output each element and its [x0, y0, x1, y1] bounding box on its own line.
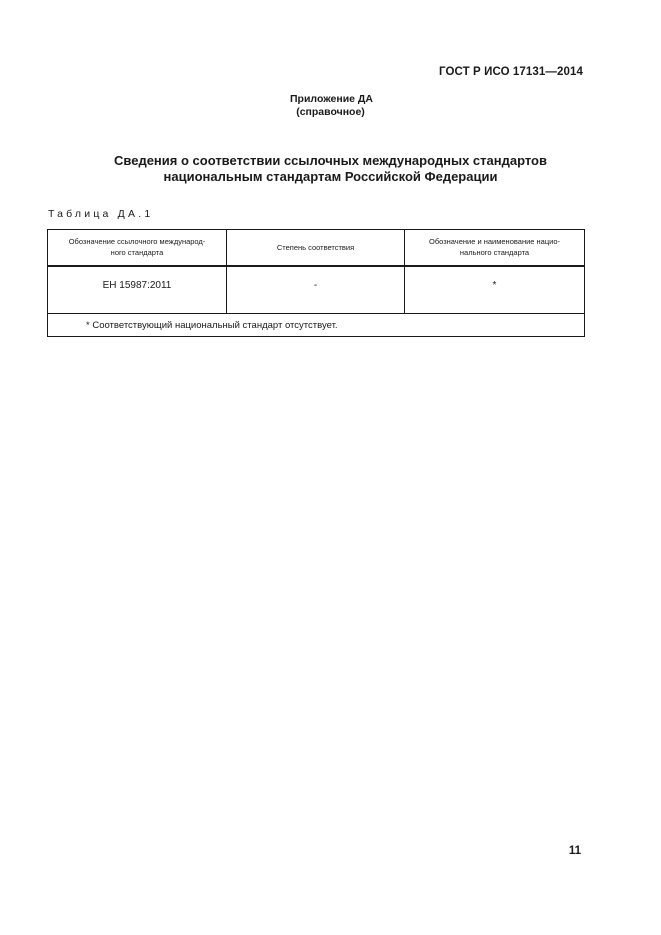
- table-footnote-row: [48, 314, 585, 337]
- table-cell-national-standard: *: [405, 266, 585, 314]
- header-line: Степень соответствия: [276, 242, 355, 252]
- appendix-name: Приложение ДА: [290, 93, 373, 105]
- table-cell-correspondence-degree: -: [227, 266, 405, 314]
- header-line: ного стандарта: [110, 248, 164, 258]
- page-title: [0, 153, 661, 185]
- table-footnote: * Соответствующий национальный стандарт отсутствует.: [48, 314, 585, 337]
- appendix-heading: [0, 93, 661, 118]
- column-header-correspondence-degree: [227, 230, 405, 266]
- table-header-row: [48, 230, 585, 266]
- header-line: Обозначение и наименование нацио-: [428, 237, 560, 247]
- title-line-1: Сведения о соответствии ссылочных международных стандартов: [114, 153, 547, 168]
- column-header-national-standard: [405, 230, 585, 266]
- table-caption: Таблица ДА.1: [48, 208, 154, 220]
- column-header-international-standard: [48, 230, 227, 266]
- correspondence-table: [47, 229, 585, 337]
- page-number: 11: [568, 845, 581, 857]
- document-code: ГОСТ Р ИСО 17131—2014: [438, 66, 583, 78]
- title-line-2: национальным стандартам Российской Федерации: [163, 169, 498, 184]
- table-cell-international-standard: ЕН 15987:2011: [48, 266, 227, 314]
- header-line: нального стандарта: [459, 248, 530, 258]
- table-row: [48, 266, 585, 314]
- appendix-status: (справочное): [296, 105, 365, 118]
- header-line: Обозначение ссылочного международ-: [68, 237, 206, 247]
